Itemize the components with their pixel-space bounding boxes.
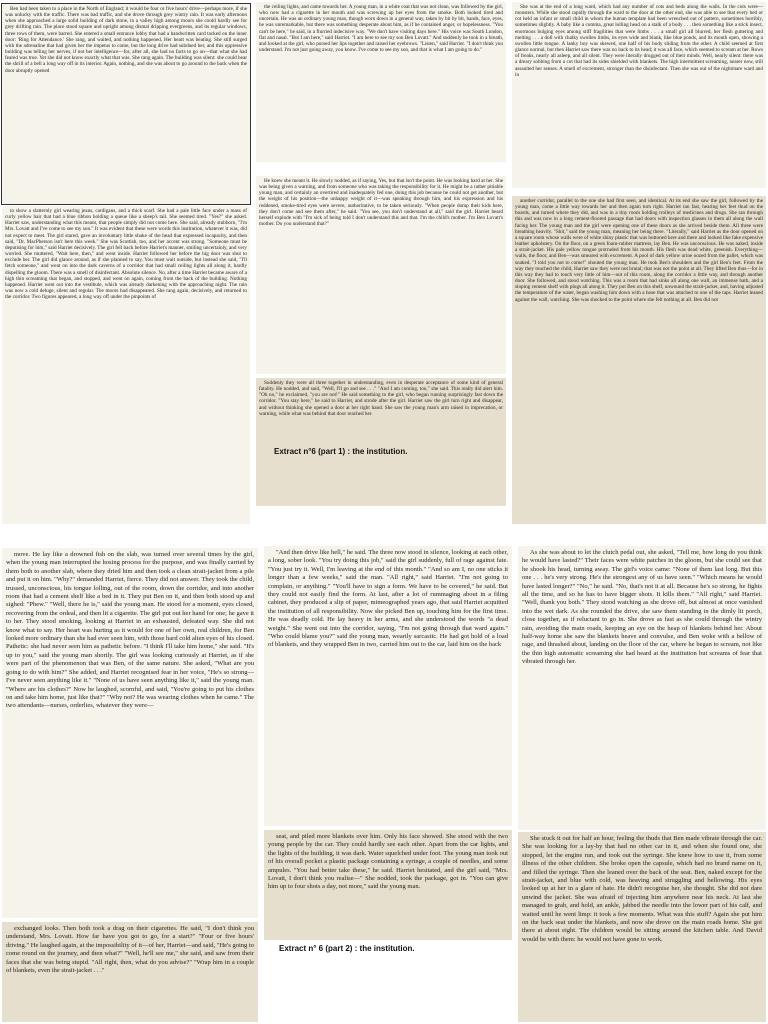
top-col2-third-excerpt [256, 378, 506, 506]
top-col1-lower-excerpt [2, 206, 250, 524]
paragraph: She was at the end of a long ward, which had any number of cots and beds along the walls. In the cots were—monsters. While she stood rapidly through the ward to the door at the other end, she was able to see that every bed or cot held an infant or small child in whom the human template had been wrenched out of pattern, sometimes horribly, sometimes slightly. A baby like a comma, great lolling head on a stalk of a body . . . then something like a stick insect, enormous bulging eyes among stiff fragilities that were limbs . . . a small girl all blurred, her flesh guttering and melting . . . a doll with chalky swollen limbs, its eyes wide and blank, like blue ponds, and its mouth open, showing a swollen little tongue. A lanky boy was skewed, one half of his body sliding from the other. A child seemed at first glance normal, but then Harriet saw there was no back to its head; it was all face, which seemed to scream at her. Rows of freaks, nearly all asleep, and all silent. They were literally drugged out of their minds. Well, nearly silent: there was a dreary sobbing from a cot that had its sides shielded with blankets. The high intermittent screaming, nearer now, still assaulted her senses. A smell of excrement, stronger than the disinfectant. Then she was out of the nightmare ward and in [515, 4, 763, 78]
paragraph: Ben had been taken to a place in the North of England; it would be four or five hours' drive—perhaps more, if she was unlucky with the traffic. There was bad traffic, and she drove through grey wintry rain. It was early afternoon when she approached a large solid building of dark stone, in a valley high among moors she could hardly see for grey drifting rain. The place stood square and upright among dismal dripping evergreens, and its regular windows, three rows of them, were barred. She entered a small entrance lobby that had a handwritten card tacked on the inner door: 'Ring for Attendance.' She rang, and waited, and nothing happened. Her heart was beating. She still surged with the adrenaline that had given her the impetus to come, but the long drive had subdued her, and this oppressive building was telling her nerves, if not her intelligence—for, after all, she had no facts to go on—that what she had feared was true. Yet she did not know exactly what that was. She rang again. The building was silent: she could hear the shrill of a bell a long way off in its interior. Again, nothing, and she was about to go around to the back when the door abruptly opened [5, 6, 247, 74]
bottom-col3-upper-excerpt [518, 546, 766, 830]
paragraph: She stuck it out for half an hour, feeling the thuds that Ben made vibrate through the car. She was looking for a lay-by that had no other car in it, and when she found one, she stopped, let the engine run, and took out the syringe. She knew how to use it, from some illness of the other children. She broke open the capsule, which had no brand name on it, and filled the syringe. Then she leaned over the back of the seat. Ben, naked except for the strait-jacket, and blue with cold, was heaving and struggling and bellowing. His eyes looked up at her in a glare of hate. He didn't recognise her, she thought. She did not dare unwind the jacket. She was afraid of injecting him anywhere near his neck. At last she managed to grab, and hold, an ankle, jabbed the needle into the lower part of his calf, and waited until he went limp: it took a few moments. What was this stuff? Again she put him on the back seat under the blankets, and now she drove on the main roads home. She got there at about eight. The children would be sitting around the kitchen table. And David would be with them: he would not have gone to work. [522, 835, 762, 943]
paragraph: the ceiling lights, and came towards her. A young man, in a white coat that was not clean, was followed by the girl, who now had a cigarette in her mouth and was screwing up her eyes from the smoke. Both looked tired and uncertain. He was an ordinary young man, though worn down in a general way, taken by bit by bit, hands, face, eyes, he was unremarkable, but there was something desperate about him, as if he contained anger, or hopelessness. "You can't be here," he said, in a flurried indecisive way. "We don't have visiting days here." His voice was South London, flat and nasal. "But I am here," said Harriet. "I am here to see my son Ben Lovatt." And suddenly he took in a breath, and looked at the girl, who pursed her lips together and raised her eyebrows. "Listen," said Harriet. "I don't think you understand. I'm not just going away, you know. I've come to see my son, and that is what I am going to do." [259, 4, 503, 54]
bottom-col1-lower-excerpt [2, 922, 258, 1022]
paragraph: exchanged looks. Then both took a drag on their cigarettes. He said, "I don't think you understand, Mrs. Lovatt. How far have you got to go, for a start?" "Four or five hours' driving." He laughed again, at the impossibility of it—of her, Harriet—and said, "He's going to come round on the journey, and then what?" "Well, he'll see me," she said, and saw from their faces that she was being stupid. "All right, then, what do you advise?" "Wrap him in a couple of blankets, even the strait-jacket . . ." [6, 925, 254, 975]
paragraph: another corridor, parallel to the one she had first seen, and identical. At its end she saw the girl, followed by the young man, come a little way towards her and then again turn right. Harriet ran fast, hearing her feet thud on the boards, and turned where they did, and was in a tiny room holding trolleys of medicines and drugs. She ran through this and was now in a long cement-floored passage that had doors with inspection glasses in them all along the wall facing her. The young man and the girl were opening one of these doors as she arrived beside them. All three were breathing heavily. "Shit," said the young man, meaning her being there. "Literally," said Harriet as the door opened on a square room whose walls were of white shiny plastic that was buttoned here and there and looked like fake expensive leather upholstery. On the floor, on a green foam-rubber mattress, lay Ben. He was unconscious. He was naked, inside a strait-jacket. His pale yellow tongue protruded from his mouth. His flesh was dead white, greenish. Everything—walls, the floor, and Ben—was smeared with excrement. A pool of dark yellow urine oozed from the pallet, which was soaked. "I told you not to come!" shouted the young man. He took Ben's shoulders and the girl Ben's feet. From the way they touched the child, Harriet saw they were not brutal; that was not the point at all. They lifted Ben thus—for in this way they had to touch very little of him—out of this room, along the corridor a little way, and through another door. She followed, and stood watching. This was a room that had sinks all along one wall, an immense bath, and a sloping cement shelf with plugs all along it. They put Ben on this shelf, unwound the strait-jacket, and, having adjusted the temperature of the water, began washing him down with a hose that was attached to one of the taps. Harriet leaned against the wall, watching. She was shocked to the point where she felt nothing at all. Ben did not [515, 198, 763, 303]
bottom-col2-upper-excerpt [264, 546, 512, 826]
top-col2-lower-excerpt [256, 176, 506, 374]
top-col2-upper-excerpt [256, 2, 506, 162]
paragraph: He knew she meant it. He slowly nodded, as if saying, Yes, but that isn't the point. He was looking hard at her. She was being given a warning, and from someone who was taking the responsibility for it. He might be a rather pitiable young man, and certainly an overtired and inadequately fed one, doing this job because he could not get another, but the weight of his position—the unhappy weight of it—was speaking through him, and his expression and his reddened, smoke-tired eyes were severe, authoritative, to be taken seriously. "When people dump their kids here, they don't come and see them after," he said. "You see, you don't understand at all," said the girl. Harriet heard herself explode with "I'm sick of being told I don't understand this and that. I'm the child's mother. I'm Ben Lovatt's mother. Do you understand that?" [259, 178, 503, 228]
top-col1-upper-excerpt [2, 4, 250, 204]
paragraph: Suddenly they were all three together in understanding, even in desperate acceptance of some kind of general fatality. He nodded, and said, "Well, I'll go and see . . ." "And I am coming, too," she said. This really did alert him. "Oh no," he exclaimed, "you are not!" He said something to the girl, who began running surprisingly fast down the corridor. "You stay here," he said to Harriet, and strode after the girl. Harriet saw the girl turn right and disappear, and without thinking she opened a door at her right hand. She saw the young man's arm raised in imprecation, or warning, while what was behind that door reached her. [259, 380, 503, 417]
top-col3-lower-excerpt [512, 196, 766, 524]
paragraph: "And then drive like hell," he said. The three now stood in silence, looking at each other, a long, sober look. "You try doing this job," said the girl suddenly, full of rage against fate. "You just try it. Well, I'm leaving at the end of this month." "And so am I, no one sticks it longer than a few weeks," said the man. "All right," said Harriet. "I'm not going to complain, or anything." "You'll have to sign a form. We have to be covered," he said. But they could not easily find the form. At last, after a lot of rummaging about in a filing cabinet, they produced a slip of paper, mimeographed years ago, that said Harriet acquitted the institution of all responsibility. Now she picked Ben up, touching him for the first time. He was deadly cold. He lay heavy in her arms, and she understood the words "a dead weight." She went out into the corridor, saying, "I'm not going through that ward again." "Who could blame you?" said the young man, wearily sarcastic. He had got hold of a load of blankets, and they wrapped Ben in two, carried him out to the car, laid him on the back [268, 549, 508, 649]
paragraph: seat, and piled more blankets over him. Only his face showed. She stood with the two young people by the car. They could hardly see each other. Apart from the car lights, and the lights of the building, it was dark. Water squelched under foot. The young man took out of his overall pocket a plastic package containing a syringe, a couple of needles, and some ampules. "You had better take these," he said. Harriet hesitated, and the girl said, "Mrs. Lovatt, I don't think you realise—" She nodded, took the package, got in. "You can give him up to four shots a day, not more," said the young man. [268, 833, 508, 891]
extract-part2-label: Extract n° 6 (part 2) : the institution. [279, 944, 415, 953]
paragraph: to show a slatternly girl wearing jeans, cardigans, and a thick scarf. She had a pale little face under a mass of curly yellow hair that had a blue ribbon holding a queue like a sheep's tail. She seemed tired. "Yes?" she asked. Harriet saw, understanding what this meant, that people simply did not come here. She said, already stubborn, "I'm Mrs. Lovatt and I've come to see my son." It was evident that these were words this institution, whatever it was, did not expect to meet. The girl stared, gave an involuntary little shake of the head that expressed incapacity, and then said, "Dr. MacPherson isn't here this week." She was Scottish, too, and her accent was strong. "Someone must be deputising for him," said Harriet decisively. The girl fell back before Harriet's manner, smiling uncertainly, and very worried. She muttered, "Wait here, then," and went inside. Harriet followed her before the big door was shut to exclude her. The girl did glance around, as if she planned to say, You must wait outside, but instead she said, "I'll fetch someone," and went on into the dark caverns of a corridor that had small ceiling lights all along it, hardly dispelling the gloom. There was a smell of disinfectant. Absolute silence. No, after a time Harriet became aware of a high thin screaming that began, and stopped, and went on again, coming from the back of the building. Nothing happened. Harriet went out into the vestibule, which was already darkening with the approaching night. The rain was now a cold deluge, silent and regular. The moors had disappeared. She rang again, decisively, and returned to the corridor. Two figures appeared, a long way off under the pinpoints of [5, 208, 247, 301]
bottom-col1-upper-excerpt [2, 548, 258, 918]
bottom-col3-lower-excerpt [518, 832, 766, 1022]
top-col3-upper-excerpt [512, 2, 766, 188]
bottom-col2-lower-excerpt [264, 830, 512, 940]
extract-part1-label: Extract n°6 (part 1) : the institution. [274, 447, 408, 456]
paragraph: move. He lay like a drowned fish on the slab, was turned over several times by the girl, when the young man interrupted the hosing process for the purpose, and was finally carried by them both to another slab, where they dried him and then took a clean strait-jacket from a pile and put it on him. "Why?" demanded Harriet, fierce. They did not answer. They took the child, trussed, unconscious, his tongue lolling, out of the room, down the corridor, and into another room that had a cement shelf like a bed in it. They put Ben on it, and then both stood up and sighed: "Phew." "Well, there he is," said the young man. He stood for a moment, eyes closed, recovering from the ordeal, and then lit a cigarette. The girl put out her hand for one; he gave it to her. They stood smoking, looking at Harriet in an exhausted, defeated way. She did not know what to say. Her heart was hurting as it would for one of her own, real children, for Ben looked more ordinary than she had ever seen him, with those hard cold alien eyes of his closed. Pathetic: she had never seen him as pathetic before. "I think I'll take him home," she said. "It's up to you," said the young man shortly. The girl was looking curiously at Harriet, as if she were part of the phenomenon that was Ben, of the same nature. She asked, "What are you going to do with him?" She added, and Harriet recognised fear in her voice, "He's so strong—I've never seen anything like it." "None of us have seen anything like it," said the young man. "Where are his clothes?" Now he laughed, scornful, and said, "You're going to put his clothes on and take him home, just like that?" "Why not? He was wearing clothes when he came." The two attendants—nurses, orderlies, whatever they were— [6, 551, 254, 710]
paragraph: As she was about to let the clutch pedal out, she asked, "Tell me, how long do you think he would have lasted?" Their faces were white patches in the gloom, but she could see that he shook his head, turning away. The girl's voice came: "None of them last long. But this one . . . he's very strong. He's the strongest any of us have seen." "Which means he would have lasted longer?" "No," he said. "No, that's not it at all. Because he's so strong, he fights all the time, and so he has to have bigger shots. It kills them." "All right," said Harriet. "Well, thank you both." They stood watching as she drove off, but almost at once vanished into the wet dark. As she rounded the drive, she saw them standing in the dimly lit porch, close together, as if reluctant to go in. She drove as fast as she could through the wintry rain, avoiding the main roads, keeping an eye on the heap of blankets behind her. About half-way home she saw the blankets heave and convulse, and Ben woke with a bellow of rage, and thrashed about, landing on the floor of the car, where he began to scream, not like the thin high automatic screaming she had heard at the institution but screams of fear that vibrated through her. [522, 549, 762, 666]
